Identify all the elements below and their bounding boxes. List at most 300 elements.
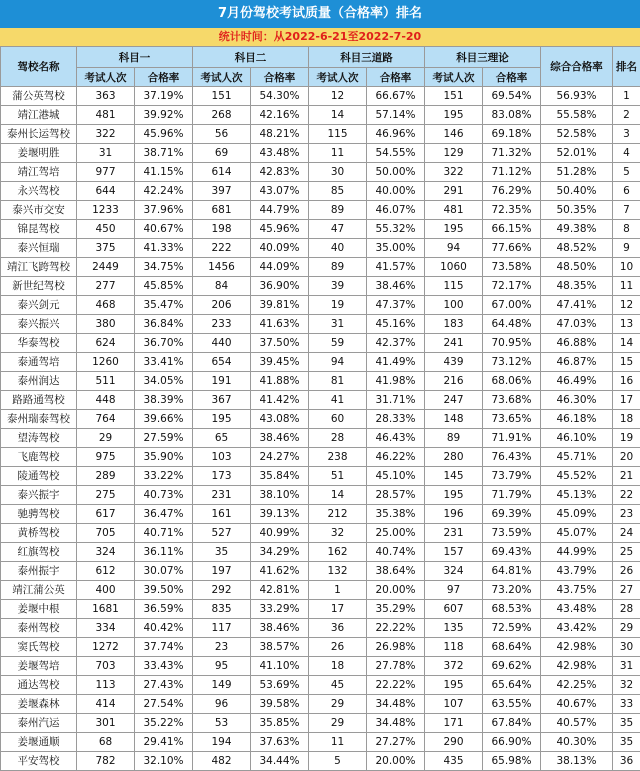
school-name-cell: 姜堰通顺 [1,733,77,752]
subject2-rate-cell: 24.27% [251,448,309,467]
subject1-rate-cell: 36.11% [135,543,193,562]
subject1-rate-cell: 30.07% [135,562,193,581]
rank-cell: 3 [613,125,640,144]
subject2-count-cell: 84 [193,277,251,296]
subject1-count-cell: 448 [77,391,135,410]
school-name-cell: 红旗驾校 [1,543,77,562]
subject1-rate-cell: 33.41% [135,353,193,372]
school-name-cell: 泰州振宇 [1,562,77,581]
school-name-cell: 华泰驾校 [1,334,77,353]
subject1-rate-cell: 41.33% [135,239,193,258]
subject3-theory-count-cell: 145 [425,467,483,486]
subject3-road-rate-cell: 40.74% [367,543,425,562]
overall-rate-cell: 45.71% [541,448,613,467]
table-row [1,410,640,429]
subject1-rate-cell: 42.24% [135,182,193,201]
subject3-theory-rate-cell: 71.91% [483,429,541,448]
subject3-theory-count-cell: 1060 [425,258,483,277]
overall-rate-cell: 56.93% [541,87,613,106]
subject3-theory-count-cell: 151 [425,87,483,106]
subject3-theory-count-cell: 324 [425,562,483,581]
subject3-road-count-cell: 238 [309,448,367,467]
subject3-road-count-cell: 39 [309,277,367,296]
subject2-count-cell: 23 [193,638,251,657]
subject3-theory-rate-cell: 72.59% [483,619,541,638]
overall-rate-cell: 40.57% [541,714,613,733]
subject3-road-count-cell: 30 [309,163,367,182]
school-name-cell: 蒲公英驾校 [1,87,77,106]
subject1-rate-cell: 45.85% [135,277,193,296]
subject2-rate-cell: 54.30% [251,87,309,106]
rank-cell: 16 [613,372,640,391]
subject1-rate-cell: 40.67% [135,220,193,239]
rank-cell: 9 [613,239,640,258]
subject1-rate-cell: 33.43% [135,657,193,676]
rank-cell: 22 [613,486,640,505]
subject3-road-count-cell: 31 [309,315,367,334]
overall-rate-cell: 49.38% [541,220,613,239]
subject3-theory-count-cell: 241 [425,334,483,353]
subject1-count-cell: 468 [77,296,135,315]
report-title: 7月份驾校考试质量（合格率）排名 [0,0,640,28]
subject2-count-cell: 194 [193,733,251,752]
subject3-theory-count-cell: 231 [425,524,483,543]
rank-cell: 35 [613,714,640,733]
school-name-cell: 飞鹿驾校 [1,448,77,467]
overall-rate-cell: 52.01% [541,144,613,163]
subject3-road-rate-cell: 31.71% [367,391,425,410]
school-name-cell: 泰兴振兴 [1,315,77,334]
subject1-rate-cell: 29.41% [135,733,193,752]
subject2-count-cell: 231 [193,486,251,505]
overall-rate-cell: 46.49% [541,372,613,391]
subject1-rate-cell: 35.47% [135,296,193,315]
subject2-count-cell: 222 [193,239,251,258]
subject1-rate-cell: 35.90% [135,448,193,467]
table-row [1,144,640,163]
subject3-road-rate-cell: 46.96% [367,125,425,144]
rank-cell: 30 [613,638,640,657]
table-row [1,638,640,657]
overall-rate-cell: 43.79% [541,562,613,581]
header-s1-rate: 合格率 [135,68,193,87]
subject3-theory-count-cell: 171 [425,714,483,733]
subject3-road-rate-cell: 55.32% [367,220,425,239]
subject3-road-rate-cell: 46.43% [367,429,425,448]
subject3-theory-count-cell: 280 [425,448,483,467]
subject3-theory-rate-cell: 67.84% [483,714,541,733]
overall-rate-cell: 45.09% [541,505,613,524]
subject3-road-count-cell: 89 [309,258,367,277]
school-name-cell: 泰兴恒瑞 [1,239,77,258]
rank-cell: 2 [613,106,640,125]
subject3-road-count-cell: 47 [309,220,367,239]
subject2-count-cell: 654 [193,353,251,372]
subject2-rate-cell: 38.46% [251,619,309,638]
subject2-count-cell: 527 [193,524,251,543]
subject3-road-rate-cell: 20.00% [367,752,425,771]
overall-rate-cell: 38.13% [541,752,613,771]
school-name-cell: 靖江港城 [1,106,77,125]
subject3-theory-count-cell: 195 [425,106,483,125]
school-name-cell: 永兴驾校 [1,182,77,201]
subject2-rate-cell: 43.08% [251,410,309,429]
table-row [1,87,640,106]
ranking-table [0,46,640,771]
header-st-rate: 合格率 [483,68,541,87]
subject2-count-cell: 195 [193,410,251,429]
subject3-theory-rate-cell: 68.53% [483,600,541,619]
overall-rate-cell: 42.98% [541,657,613,676]
subject3-theory-rate-cell: 71.32% [483,144,541,163]
subject1-count-cell: 414 [77,695,135,714]
subject3-road-rate-cell: 35.29% [367,600,425,619]
rank-cell: 25 [613,543,640,562]
table-row [1,733,640,752]
school-name-cell: 路路通驾校 [1,391,77,410]
subject1-count-cell: 975 [77,448,135,467]
subject3-theory-rate-cell: 63.55% [483,695,541,714]
table-row [1,258,640,277]
table-row [1,201,640,220]
subject3-theory-count-cell: 372 [425,657,483,676]
table-row [1,163,640,182]
school-name-cell: 泰兴市交安 [1,201,77,220]
table-row [1,429,640,448]
report-period: 统计时间：从2022-6-21至2022-7-20 [0,28,640,46]
header-s3-count: 考试人次 [309,68,367,87]
subject2-rate-cell: 37.63% [251,733,309,752]
subject1-rate-cell: 40.71% [135,524,193,543]
subject2-count-cell: 367 [193,391,251,410]
overall-rate-cell: 50.40% [541,182,613,201]
subject2-rate-cell: 48.21% [251,125,309,144]
subject1-rate-cell: 36.59% [135,600,193,619]
rank-cell: 4 [613,144,640,163]
subject3-theory-count-cell: 290 [425,733,483,752]
subject3-road-rate-cell: 25.00% [367,524,425,543]
table-row [1,106,640,125]
subject2-count-cell: 681 [193,201,251,220]
overall-rate-cell: 48.52% [541,239,613,258]
subject3-road-count-cell: 26 [309,638,367,657]
subject1-count-cell: 782 [77,752,135,771]
overall-rate-cell: 48.35% [541,277,613,296]
subject2-rate-cell: 38.57% [251,638,309,657]
overall-rate-cell: 48.50% [541,258,613,277]
subject3-theory-count-cell: 216 [425,372,483,391]
subject2-rate-cell: 39.81% [251,296,309,315]
subject3-road-count-cell: 36 [309,619,367,638]
subject2-count-cell: 835 [193,600,251,619]
subject2-count-cell: 161 [193,505,251,524]
header-row-groups [1,47,640,68]
subject3-road-rate-cell: 41.98% [367,372,425,391]
rank-cell: 14 [613,334,640,353]
subject1-rate-cell: 40.73% [135,486,193,505]
rank-cell: 33 [613,695,640,714]
subject1-count-cell: 334 [77,619,135,638]
overall-rate-cell: 55.58% [541,106,613,125]
subject2-rate-cell: 41.62% [251,562,309,581]
subject3-theory-rate-cell: 73.68% [483,391,541,410]
subject1-count-cell: 275 [77,486,135,505]
subject1-rate-cell: 36.70% [135,334,193,353]
subject3-theory-rate-cell: 65.98% [483,752,541,771]
subject3-road-count-cell: 11 [309,144,367,163]
subject3-road-count-cell: 17 [309,600,367,619]
subject3-theory-count-cell: 183 [425,315,483,334]
subject3-road-rate-cell: 27.27% [367,733,425,752]
subject3-road-count-cell: 11 [309,733,367,752]
table-row [1,239,640,258]
subject2-rate-cell: 53.69% [251,676,309,695]
rank-cell: 24 [613,524,640,543]
header-subject2: 科目二 [193,47,309,68]
subject3-theory-rate-cell: 68.64% [483,638,541,657]
school-name-cell: 泰州汽运 [1,714,77,733]
subject3-theory-count-cell: 195 [425,220,483,239]
subject3-road-count-cell: 28 [309,429,367,448]
subject3-theory-count-cell: 146 [425,125,483,144]
rank-cell: 32 [613,676,640,695]
subject1-count-cell: 289 [77,467,135,486]
table-row [1,220,640,239]
subject2-rate-cell: 41.10% [251,657,309,676]
subject3-theory-count-cell: 94 [425,239,483,258]
subject3-road-count-cell: 5 [309,752,367,771]
overall-rate-cell: 46.10% [541,429,613,448]
overall-rate-cell: 45.13% [541,486,613,505]
table-row [1,277,640,296]
overall-rate-cell: 46.18% [541,410,613,429]
subject3-theory-count-cell: 195 [425,486,483,505]
table-body [1,87,640,771]
subject1-rate-cell: 35.22% [135,714,193,733]
subject2-count-cell: 151 [193,87,251,106]
subject2-count-cell: 117 [193,619,251,638]
subject2-count-cell: 440 [193,334,251,353]
subject3-road-count-cell: 59 [309,334,367,353]
subject1-count-cell: 481 [77,106,135,125]
table-row [1,714,640,733]
table-row [1,334,640,353]
subject2-rate-cell: 38.46% [251,429,309,448]
subject2-count-cell: 614 [193,163,251,182]
subject3-theory-count-cell: 97 [425,581,483,600]
subject1-rate-cell: 27.54% [135,695,193,714]
subject3-road-rate-cell: 28.33% [367,410,425,429]
school-name-cell: 泰州瑞泰驾校 [1,410,77,429]
subject2-count-cell: 197 [193,562,251,581]
subject3-road-count-cell: 89 [309,201,367,220]
rank-cell: 31 [613,657,640,676]
subject2-rate-cell: 35.85% [251,714,309,733]
subject1-rate-cell: 27.59% [135,429,193,448]
overall-rate-cell: 43.75% [541,581,613,600]
overall-rate-cell: 47.03% [541,315,613,334]
subject1-count-cell: 624 [77,334,135,353]
subject1-rate-cell: 33.22% [135,467,193,486]
subject2-rate-cell: 34.29% [251,543,309,562]
subject2-rate-cell: 39.58% [251,695,309,714]
subject1-count-cell: 617 [77,505,135,524]
subject1-rate-cell: 34.05% [135,372,193,391]
overall-rate-cell: 51.28% [541,163,613,182]
rank-cell: 1 [613,87,640,106]
rank-cell: 10 [613,258,640,277]
header-s1-count: 考试人次 [77,68,135,87]
school-name-cell: 陵通驾校 [1,467,77,486]
subject3-road-count-cell: 18 [309,657,367,676]
subject2-count-cell: 233 [193,315,251,334]
subject2-count-cell: 198 [193,220,251,239]
table-row [1,486,640,505]
school-name-cell: 黄桥驾校 [1,524,77,543]
subject3-theory-rate-cell: 64.48% [483,315,541,334]
subject2-rate-cell: 45.96% [251,220,309,239]
subject2-count-cell: 56 [193,125,251,144]
subject3-road-rate-cell: 46.07% [367,201,425,220]
rank-cell: 36 [613,752,640,771]
table-row [1,581,640,600]
overall-rate-cell: 46.88% [541,334,613,353]
subject1-count-cell: 68 [77,733,135,752]
table-row [1,353,640,372]
subject3-theory-rate-cell: 73.65% [483,410,541,429]
header-s2-count: 考试人次 [193,68,251,87]
school-name-cell: 靖江飞跨驾校 [1,258,77,277]
rank-cell: 17 [613,391,640,410]
header-subject1: 科目一 [77,47,193,68]
subject1-rate-cell: 27.43% [135,676,193,695]
subject3-road-count-cell: 51 [309,467,367,486]
subject3-road-count-cell: 162 [309,543,367,562]
subject1-rate-cell: 38.71% [135,144,193,163]
subject2-rate-cell: 41.42% [251,391,309,410]
subject3-road-count-cell: 85 [309,182,367,201]
subject3-theory-rate-cell: 67.00% [483,296,541,315]
subject3-road-rate-cell: 50.00% [367,163,425,182]
subject2-count-cell: 206 [193,296,251,315]
school-name-cell: 泰通驾培 [1,353,77,372]
table-row [1,676,640,695]
rank-cell: 5 [613,163,640,182]
subject3-theory-count-cell: 107 [425,695,483,714]
subject2-rate-cell: 44.09% [251,258,309,277]
subject1-count-cell: 2449 [77,258,135,277]
subject3-road-rate-cell: 42.37% [367,334,425,353]
subject3-road-count-cell: 19 [309,296,367,315]
school-name-cell: 姜堰中根 [1,600,77,619]
subject3-theory-rate-cell: 72.35% [483,201,541,220]
subject2-count-cell: 268 [193,106,251,125]
subject3-theory-rate-cell: 76.29% [483,182,541,201]
subject3-theory-count-cell: 291 [425,182,483,201]
subject1-count-cell: 1681 [77,600,135,619]
header-subject3-road: 科目三道路 [309,47,425,68]
subject3-theory-rate-cell: 69.62% [483,657,541,676]
subject1-count-cell: 322 [77,125,135,144]
subject3-road-rate-cell: 41.57% [367,258,425,277]
subject3-road-rate-cell: 26.98% [367,638,425,657]
subject3-road-rate-cell: 45.10% [367,467,425,486]
subject2-count-cell: 482 [193,752,251,771]
subject1-rate-cell: 34.75% [135,258,193,277]
table-row [1,752,640,771]
table-row [1,467,640,486]
school-name-cell: 靖江蒲公英 [1,581,77,600]
table-row [1,448,640,467]
subject3-road-count-cell: 81 [309,372,367,391]
subject3-theory-count-cell: 439 [425,353,483,372]
rank-cell: 13 [613,315,640,334]
table-row [1,315,640,334]
overall-rate-cell: 42.98% [541,638,613,657]
subject3-road-count-cell: 115 [309,125,367,144]
subject3-road-rate-cell: 40.00% [367,182,425,201]
subject3-road-count-cell: 60 [309,410,367,429]
subject3-theory-rate-cell: 65.64% [483,676,541,695]
school-name-cell: 新世纪驾校 [1,277,77,296]
subject2-rate-cell: 42.81% [251,581,309,600]
subject1-count-cell: 113 [77,676,135,695]
subject1-count-cell: 29 [77,429,135,448]
subject1-rate-cell: 40.42% [135,619,193,638]
overall-rate-cell: 43.42% [541,619,613,638]
overall-rate-cell: 47.41% [541,296,613,315]
subject1-count-cell: 324 [77,543,135,562]
subject3-road-rate-cell: 47.37% [367,296,425,315]
subject3-road-rate-cell: 28.57% [367,486,425,505]
rank-cell: 35 [613,733,640,752]
subject1-count-cell: 703 [77,657,135,676]
overall-rate-cell: 44.99% [541,543,613,562]
subject3-road-count-cell: 45 [309,676,367,695]
subject2-count-cell: 173 [193,467,251,486]
subject3-road-rate-cell: 22.22% [367,676,425,695]
subject1-count-cell: 375 [77,239,135,258]
table-row [1,562,640,581]
subject3-road-count-cell: 40 [309,239,367,258]
subject3-theory-count-cell: 247 [425,391,483,410]
subject1-count-cell: 277 [77,277,135,296]
subject3-theory-count-cell: 148 [425,410,483,429]
subject1-rate-cell: 32.10% [135,752,193,771]
school-name-cell: 锦昆驾校 [1,220,77,239]
subject3-theory-rate-cell: 69.43% [483,543,541,562]
header-overall: 综合合格率 [541,47,613,87]
school-name-cell: 姜堰驾培 [1,657,77,676]
overall-rate-cell: 40.30% [541,733,613,752]
subject3-theory-count-cell: 435 [425,752,483,771]
overall-rate-cell: 43.48% [541,600,613,619]
subject1-rate-cell: 37.19% [135,87,193,106]
table-row [1,391,640,410]
subject2-rate-cell: 40.09% [251,239,309,258]
school-name-cell: 姜堰森林 [1,695,77,714]
header-s3-rate: 合格率 [367,68,425,87]
subject3-road-rate-cell: 66.67% [367,87,425,106]
overall-rate-cell: 40.67% [541,695,613,714]
rank-cell: 26 [613,562,640,581]
subject3-theory-rate-cell: 73.12% [483,353,541,372]
subject3-theory-rate-cell: 69.18% [483,125,541,144]
subject1-rate-cell: 45.96% [135,125,193,144]
subject3-theory-rate-cell: 83.08% [483,106,541,125]
subject1-count-cell: 1233 [77,201,135,220]
subject3-road-count-cell: 29 [309,714,367,733]
